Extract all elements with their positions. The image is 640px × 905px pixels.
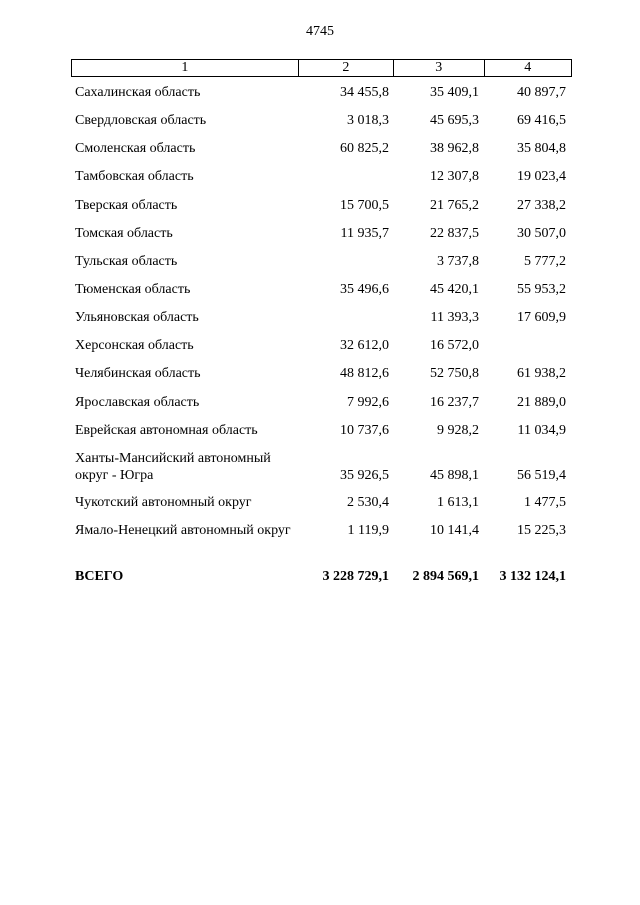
value-col-4: 11 034,9 <box>517 423 566 438</box>
value-col-3: 9 928,2 <box>437 423 479 438</box>
total-col-4: 3 132 124,1 <box>499 569 566 584</box>
value-col-4: 69 416,5 <box>517 113 566 128</box>
header-col-4: 4 <box>484 60 571 76</box>
value-col-3: 11 393,3 <box>430 310 479 325</box>
region-name: Ярославская область <box>75 395 200 410</box>
table-row <box>71 197 572 214</box>
value-col-4: 40 897,7 <box>517 85 566 100</box>
region-name: Тамбовская область <box>75 169 194 184</box>
value-col-4: 21 889,0 <box>517 395 566 410</box>
total-row <box>71 568 572 585</box>
value-col-2: 1 119,9 <box>347 523 389 538</box>
table-row <box>71 337 572 354</box>
region-name: Смоленская область <box>75 141 196 156</box>
value-col-3: 21 765,2 <box>430 198 479 213</box>
total-col-3: 2 894 569,1 <box>412 569 479 584</box>
value-col-3: 45 420,1 <box>430 282 479 297</box>
value-col-2: 15 700,5 <box>340 198 389 213</box>
value-col-4: 5 777,2 <box>524 254 566 269</box>
header-col-3: 3 <box>393 60 483 76</box>
value-col-3: 35 409,1 <box>430 85 479 100</box>
region-name: Еврейская автономная область <box>75 423 258 438</box>
value-col-3: 12 307,8 <box>430 169 479 184</box>
value-col-4: 1 477,5 <box>524 495 566 510</box>
region-name: Томская область <box>75 226 173 241</box>
value-col-3: 16 237,7 <box>430 395 479 410</box>
value-col-2: 34 455,8 <box>340 85 389 100</box>
table-row <box>71 112 572 129</box>
header-col-2: 2 <box>298 60 393 76</box>
table-row <box>71 253 572 270</box>
table-row <box>71 140 572 157</box>
value-col-4: 27 338,2 <box>517 198 566 213</box>
value-col-2: 35 926,5 <box>340 468 389 483</box>
region-name: Чукотский автономный округ <box>75 495 252 510</box>
table-row <box>71 522 572 539</box>
value-col-2: 35 496,6 <box>340 282 389 297</box>
region-name: Сахалинская область <box>75 85 201 100</box>
region-name: Челябинская область <box>75 366 201 381</box>
value-col-3: 16 572,0 <box>430 338 479 353</box>
value-col-4: 17 609,9 <box>517 310 566 325</box>
table-row <box>71 365 572 382</box>
region-name: Херсонская область <box>75 338 194 353</box>
table-row <box>71 281 572 298</box>
value-col-4: 55 953,2 <box>517 282 566 297</box>
page-number: 4745 <box>306 24 334 39</box>
region-name: Ульяновская область <box>75 310 199 325</box>
value-col-3: 52 750,8 <box>430 366 479 381</box>
value-col-2: 11 935,7 <box>340 226 389 241</box>
region-name: Ямало-Ненецкий автономный округ <box>75 523 291 538</box>
value-col-3: 45 695,3 <box>430 113 479 128</box>
region-name: Ханты-Мансийский автономный округ - Югра <box>75 451 271 483</box>
table-row <box>71 84 572 101</box>
value-col-2: 60 825,2 <box>340 141 389 156</box>
table-row <box>71 309 572 326</box>
table-row <box>71 450 572 484</box>
value-col-2: 2 530,4 <box>347 495 389 510</box>
total-col-2: 3 228 729,1 <box>322 569 389 584</box>
value-col-4: 30 507,0 <box>517 226 566 241</box>
region-name: Тюменская область <box>75 282 191 297</box>
value-col-2: 32 612,0 <box>340 338 389 353</box>
region-name: Свердловская область <box>75 113 207 128</box>
value-col-3: 38 962,8 <box>430 141 479 156</box>
region-name: Тульская область <box>75 254 178 269</box>
table-row <box>71 225 572 242</box>
value-col-3: 22 837,5 <box>430 226 479 241</box>
table-row <box>71 168 572 185</box>
value-col-4: 35 804,8 <box>517 141 566 156</box>
total-label: ВСЕГО <box>75 569 124 584</box>
table-row <box>71 394 572 411</box>
value-col-4: 15 225,3 <box>517 523 566 538</box>
budget-table <box>71 59 572 584</box>
value-col-3: 10 141,4 <box>430 523 479 538</box>
value-col-4: 19 023,4 <box>517 169 566 184</box>
value-col-3: 45 898,1 <box>430 468 479 483</box>
value-col-2: 3 018,3 <box>347 113 389 128</box>
table-row <box>71 422 572 439</box>
header-col-1: 1 <box>181 60 189 75</box>
table-header <box>71 59 572 77</box>
value-col-4: 56 519,4 <box>517 468 566 483</box>
value-col-3: 1 613,1 <box>437 495 479 510</box>
value-col-4: 61 938,2 <box>517 366 566 381</box>
value-col-2: 7 992,6 <box>347 395 389 410</box>
value-col-3: 3 737,8 <box>437 254 479 269</box>
value-col-2: 48 812,6 <box>340 366 389 381</box>
region-name: Тверская область <box>75 198 178 213</box>
table-row <box>71 494 572 511</box>
value-col-2: 10 737,6 <box>340 423 389 438</box>
